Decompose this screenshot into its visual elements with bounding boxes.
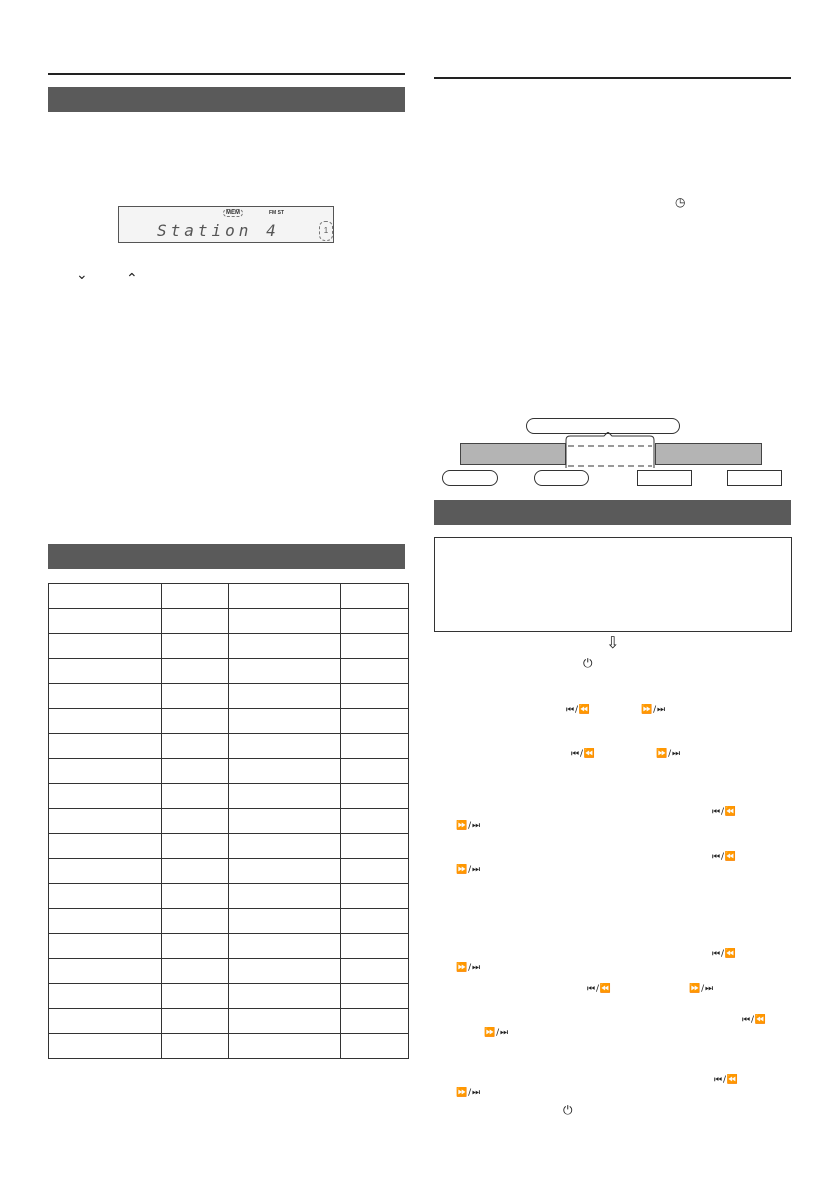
prev-rewind-icon: ⏮ / ⏪ [712,807,736,817]
table-row [49,984,409,1009]
prev-rewind-icon: ⏮ / ⏪ [571,749,595,759]
table-cell [229,909,341,934]
table-cell [49,909,162,934]
table-cell [49,634,162,659]
table-cell [161,809,229,834]
down-chevron-icon: ⌄ [76,267,88,283]
power-icon: ⏻ [563,1103,573,1117]
right-top-rule [434,77,791,79]
table-cell [229,959,341,984]
table-row [49,584,409,609]
table-cell [229,1009,341,1034]
table-row [49,759,409,784]
table-cell [341,909,409,934]
table-row [49,734,409,759]
timer-icon: ◷ [675,195,686,209]
forward-next-icon: ⏩ / ⏭ [456,865,480,875]
table-cell [161,884,229,909]
table-row [49,959,409,984]
table-cell [229,734,341,759]
table-cell [49,659,162,684]
lcd-display [118,206,334,243]
table-cell [161,934,229,959]
diagram-bar-left [460,443,566,465]
table-cell [49,959,162,984]
prev-rewind-icon: ⏮ / ⏪ [712,949,736,959]
table-cell [161,634,229,659]
table-cell [341,934,409,959]
table-cell [49,1034,162,1059]
table-row [49,909,409,934]
forward-next-icon: ⏩ / ⏭ [456,1088,480,1098]
diagram-box-2 [727,470,782,486]
table-row [49,834,409,859]
table-cell [49,784,162,809]
table-cell [161,734,229,759]
table-cell [229,759,341,784]
table-cell [161,859,229,884]
lcd-station-text: Station 4 [157,221,280,240]
table-cell [229,684,341,709]
table-cell [341,609,409,634]
table-cell [341,1034,409,1059]
table-row [49,1009,409,1034]
table-row [49,634,409,659]
table-cell [341,859,409,884]
forward-next-icon: ⏩ / ⏭ [641,705,665,715]
table-cell [341,634,409,659]
table-cell [341,1009,409,1034]
prev-rewind-icon: ⏮ / ⏪ [714,1075,738,1085]
table-cell [49,734,162,759]
diagram-pill-2 [534,470,589,486]
power-icon: ⏻ [583,656,593,670]
diagram-pill-1 [442,470,498,486]
table-cell [229,934,341,959]
table-cell [229,609,341,634]
table-cell [49,684,162,709]
diagram-box-1 [637,470,692,486]
note-frame [434,537,792,632]
table-cell [49,884,162,909]
table-cell [161,709,229,734]
table-cell [161,959,229,984]
table-cell [49,984,162,1009]
table-cell [161,759,229,784]
table-cell [161,609,229,634]
table-cell [161,834,229,859]
table-cell [49,859,162,884]
table-cell [49,1009,162,1034]
table-cell [341,809,409,834]
table-cell [161,1009,229,1034]
lcd-blink-digit: 1 [319,221,333,241]
table-cell [341,959,409,984]
table-cell [161,684,229,709]
table-cell [161,984,229,1009]
prev-rewind-icon: ⏮ / ⏪ [712,852,736,862]
table-cell [161,784,229,809]
table-row [49,809,409,834]
table-row [49,684,409,709]
table-cell [341,734,409,759]
table-cell [341,659,409,684]
table-cell [341,759,409,784]
left-section-band-1 [48,87,405,112]
table-row [49,1034,409,1059]
table-cell [229,784,341,809]
table-row [49,709,409,734]
table-cell [229,634,341,659]
table-cell [229,834,341,859]
table-row [49,659,409,684]
table-cell [49,934,162,959]
table-cell [161,1034,229,1059]
lcd-fm-indicator: FM ST [269,210,284,216]
table-row [49,609,409,634]
table-cell [229,584,341,609]
forward-next-icon: ⏩ / ⏭ [656,749,680,759]
prev-rewind-icon: ⏮ / ⏪ [742,1015,766,1025]
table-cell [49,584,162,609]
forward-next-icon: ⏩ / ⏭ [484,1028,508,1038]
forward-next-icon: ⏩ / ⏭ [456,821,480,831]
table-row [49,784,409,809]
forward-next-icon: ⏩ / ⏭ [456,963,480,973]
prev-rewind-icon: ⏮ / ⏪ [566,705,590,715]
up-chevron-icon: ⌃ [126,271,138,287]
table-cell [341,884,409,909]
prev-rewind-icon: ⏮ / ⏪ [587,984,611,994]
diagram-bar-right [655,443,762,465]
forward-next-icon: ⏩ / ⏭ [689,984,713,994]
lcd-mem-indicator: MEM [223,209,243,217]
table-cell [229,1034,341,1059]
table-cell [161,909,229,934]
data-table [48,583,409,1059]
table-cell [49,609,162,634]
table-row [49,884,409,909]
table-cell [49,709,162,734]
table-cell [229,709,341,734]
table-row [49,934,409,959]
table-cell [161,659,229,684]
left-top-rule [48,73,405,75]
table-cell [161,584,229,609]
table-cell [229,984,341,1009]
table-cell [49,834,162,859]
table-cell [229,859,341,884]
table-cell [341,709,409,734]
left-section-band-2 [48,544,405,569]
table-cell [341,584,409,609]
table-cell [49,759,162,784]
table-cell [341,784,409,809]
table-cell [229,659,341,684]
table-cell [341,834,409,859]
table-cell [341,684,409,709]
down-arrow-icon: ⇩ [606,633,620,652]
table-row [49,859,409,884]
table-cell [49,809,162,834]
right-section-band [434,500,791,525]
table-cell [229,809,341,834]
table-cell [341,984,409,1009]
table-cell [229,884,341,909]
diagram-center-bracket [560,432,664,470]
